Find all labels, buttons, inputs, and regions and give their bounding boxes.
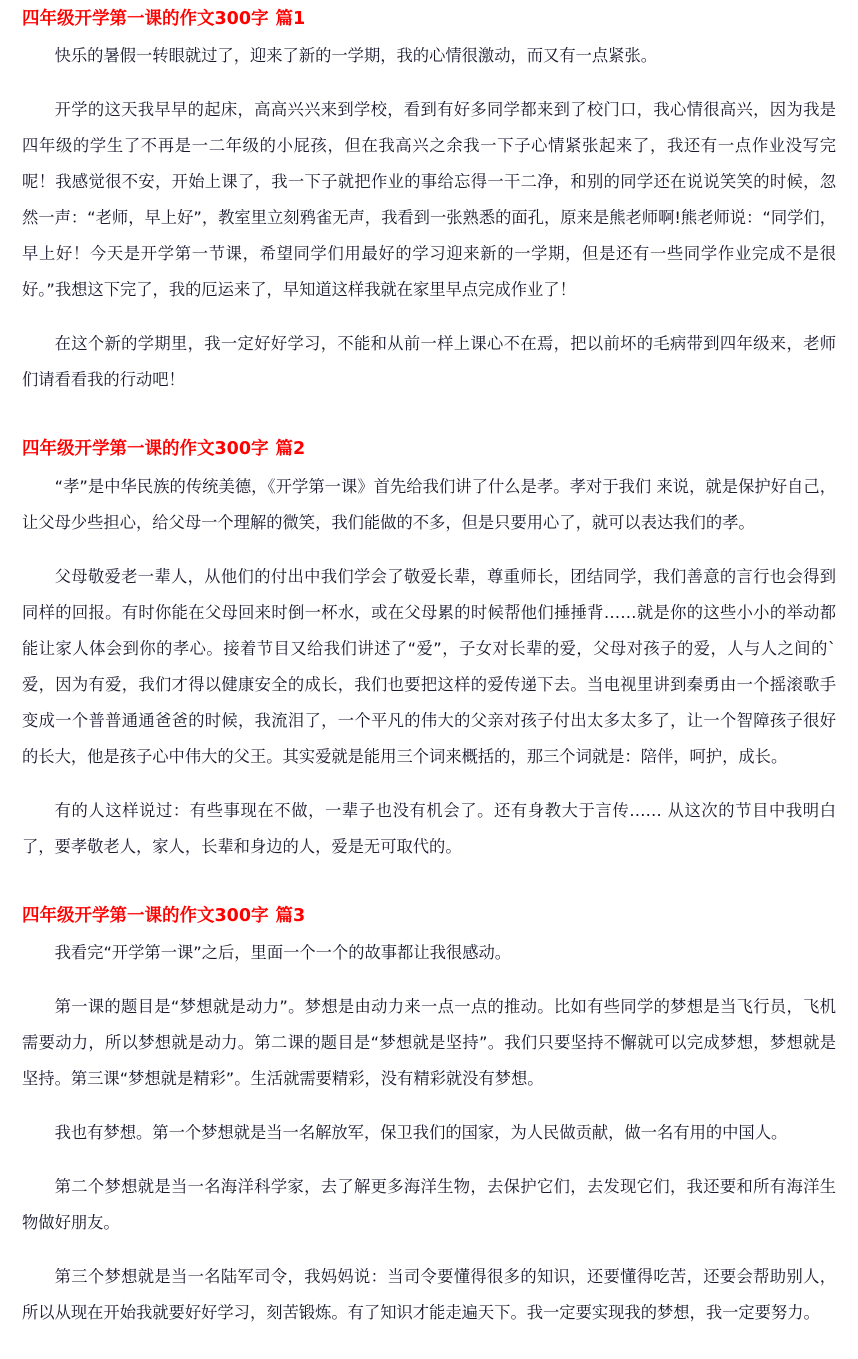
essay-section-3 [22, 897, 836, 1331]
section-heading-label-1: 四年级开学第一课的作文300字 [22, 9, 269, 29]
section-heading-2 [22, 430, 836, 464]
paragraph: 我看完“开学第一课”之后，里面一个一个的故事都让我很感动。 [54, 942, 512, 962]
paragraph: 我也有梦想。第一个梦想就是当一名解放军，保卫我们的国家，为人民做贡献，做一名有用的中国人。 [54, 1122, 788, 1142]
paragraph: 有的人这样说过：有些事现在不做，一辈子也没有机会了。还有身教大于言传…… 从这次的节目中我明白了，要孝敬老人，家人，长辈和身边的人，爱是无可取代的。 [22, 800, 836, 856]
essay-section-1 [22, 0, 836, 408]
section-body-2 [22, 465, 836, 875]
essay-section-2 [22, 430, 836, 874]
paragraph: “孝”是中华民族的传统美德，《开学第一课》首先给我们讲了什么是孝。孝对于我们 来说，就是保护好自己，让父母少些担心，给父母一个理解的微笑，我们能做的不多，但是只要用心了，就可以表达我们的孝。 [22, 476, 836, 532]
paragraph: 在这个新的学期里，我一定好好学习，不能和从前一样上课心不在焉，把以前坏的毛病带到四年级来，老师们请看看我的行动吧！ [22, 334, 836, 390]
section-heading-label-2: 四年级开学第一课的作文300字 [22, 439, 269, 460]
section-heading-number-3: 篇3 [275, 905, 306, 926]
section-heading-number-2: 篇2 [275, 439, 306, 460]
paragraph: 第二个梦想就是当一名海洋科学家，去了解更多海洋生物，去保护它们，去发现它们，我还要和所有海洋生物做好朋友。 [22, 1176, 836, 1232]
paragraph: 快乐的暑假一转眼就过了，迎来了新的一学期，我的心情很激动，而又有一点紧张。 [54, 46, 658, 66]
section-body-1 [22, 34, 836, 408]
paragraph: 父母敬爱老一辈人，从他们的付出中我们学会了敬爱长辈，尊重师长，团结同学，我们善意的言行也会得到同样的回报。有时你能在父母回来时倒一杯水，或在父母累的时候帮他们捶捶背……就是你的这些小小的举动都能让家人体会到你的孝心。接着节目又给我们讲述了“爱”，子女对长辈的爱，父母对孩子的爱，人与人之间的`爱，因为有爱，我们才得以健康安全的成长，我们也要把这样的爱传递下去。当电视里讲到秦勇由一个摇滚歌手变成一个普普通通爸爸的时候，我流泪了，一个平凡的伟大的父亲对孩子付出太多太多了，让一个智障孩子很好的长大，他是孩子心中伟大的父王。其实爱就是能用三个词来概括的，那三个词就是：陪伴，呵护，成长。 [22, 566, 836, 766]
section-heading-label-3: 四年级开学第一课的作文300字 [22, 905, 269, 926]
section-heading-3 [22, 897, 836, 931]
section-heading-1 [22, 0, 836, 34]
section-body-3 [22, 931, 836, 1331]
paragraph: 第三个梦想就是当一名陆军司令，我妈妈说：当司令要懂得很多的知识，还要懂得吃苦，还要会帮助别人，所以从现在开始我就要好好学习，刻苦锻炼。有了知识才能走遍天下。我一定要实现我的梦想，我一定要努力。 [22, 1266, 836, 1322]
paragraph: 开学的这天我早早的起床，高高兴兴来到学校，看到有好多同学都来到了校门口，我心情很高兴，因为我是四年级的学生了不再是一二年级的小屁孩，但在我高兴之余我一下子心情紧张起来了，我还有一点作业没写完呢！我感觉很不安，开始上课了，我一下子就把作业的事给忘得一干二净，和别的同学还在说说笑笑的时候，忽然一声：“老师，早上好”，教室里立刻鸦雀无声，我看到一张熟悉的面孔，原来是熊老师啊!熊老师说：“同学们，早上好！今天是开学第一节课，希望同学们用最好的学习迎来新的一学期，但是还有一些同学作业完成不是很好。”我想这下完了，我的厄运来了，早知道这样我就在家里早点完成作业了！ [22, 100, 836, 300]
paragraph: 第一课的题目是“梦想就是动力”。梦想是由动力来一点一点的推动。比如有些同学的梦想是当飞行员，飞机需要动力，所以梦想就是动力。第二课的题目是“梦想就是坚持”。我们只要坚持不懈就可以完成梦想，梦想就是坚持。第三课“梦想就是精彩”。生活就需要精彩，没有精彩就没有梦想。 [22, 996, 836, 1088]
section-heading-number-1: 篇1 [275, 9, 306, 29]
